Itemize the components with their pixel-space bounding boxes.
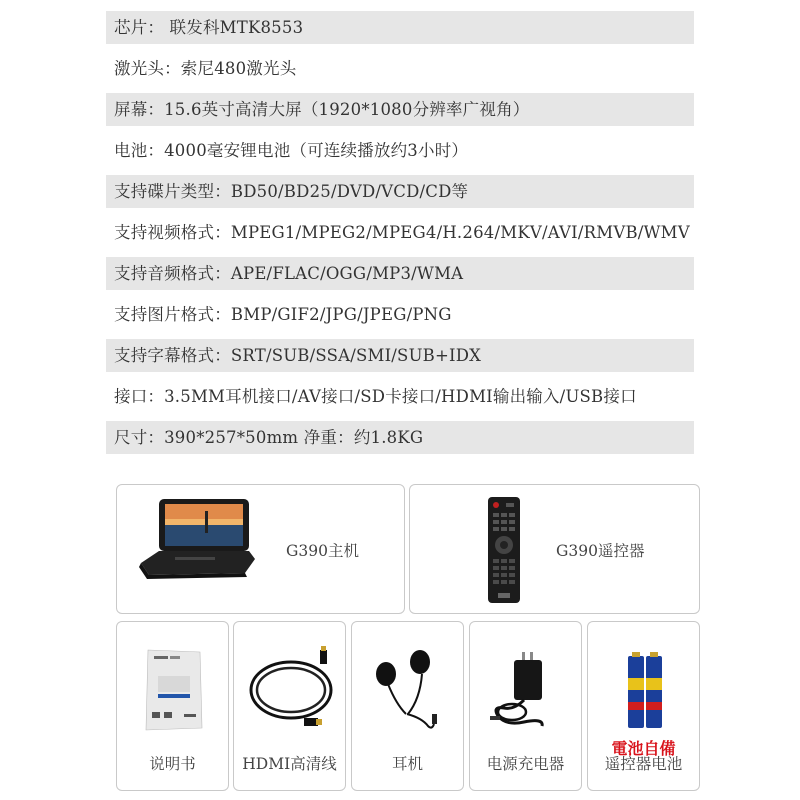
main-unit-card <box>116 484 405 614</box>
battery-card <box>587 621 700 791</box>
battery-not-included-note: 電池自備 <box>611 739 676 758</box>
charger-card <box>469 621 582 791</box>
battery-label: 遥控器电池 <box>604 755 683 773</box>
manual-card <box>116 621 229 791</box>
dvd-player-image <box>135 497 265 581</box>
spec-row-image-formats: 支持图片格式：BMP/GIF2/JPG/JPEG/PNG <box>114 305 452 324</box>
spec-row-laser: 激光头：索尼480激光头 <box>114 59 297 78</box>
remote-label: G390遥控器 <box>556 542 645 560</box>
earphones-card <box>351 621 464 791</box>
batteries-image <box>626 650 666 732</box>
spec-row-video-formats: 支持视频格式：MPEG1/MPEG2/MPEG4/H.264/MKV/AVI/RMVB/WMV <box>114 223 690 242</box>
charger-label: 电源充电器 <box>486 755 565 773</box>
remote-control-image <box>484 495 524 605</box>
spec-row-ports: 接口：3.5MM耳机接口/AV接口/SD卡接口/HDMI输出输入/USB接口 <box>114 387 637 406</box>
hdmi-cable-card <box>233 621 346 791</box>
earphones-image <box>372 644 447 734</box>
spec-row-chip: 芯片： 联发科MTK8553 <box>106 11 694 44</box>
power-adapter-image <box>484 646 569 732</box>
spec-row-size-weight: 尺寸：390*257*50mm 净重：约1.8KG <box>106 421 694 454</box>
remote-card <box>409 484 700 614</box>
spec-row-disc-types: 支持碟片类型：BD50/BD25/DVD/VCD/CD等 <box>106 175 694 208</box>
hdmi-cable-image <box>244 644 339 734</box>
earphones-label: 耳机 <box>391 755 423 773</box>
manual-booklet-image <box>144 648 204 732</box>
hdmi-cable-label: HDMI高清线 <box>242 755 337 773</box>
spec-list <box>106 7 694 458</box>
spec-row-battery: 电池：4000毫安锂电池（可连续播放约3小时） <box>114 141 469 160</box>
spec-row-audio-formats: 支持音频格式：APE/FLAC/OGG/MP3/WMA <box>106 257 694 290</box>
spec-row-subtitle-formats: 支持字幕格式：SRT/SUB/SSA/SMI/SUB+IDX <box>106 339 694 372</box>
manual-label: 说明书 <box>149 755 196 773</box>
spec-row-screen: 屏幕：15.6英寸高清大屏（1920*1080分辨率广视角） <box>106 93 694 126</box>
main-unit-label: G390主机 <box>286 542 359 560</box>
